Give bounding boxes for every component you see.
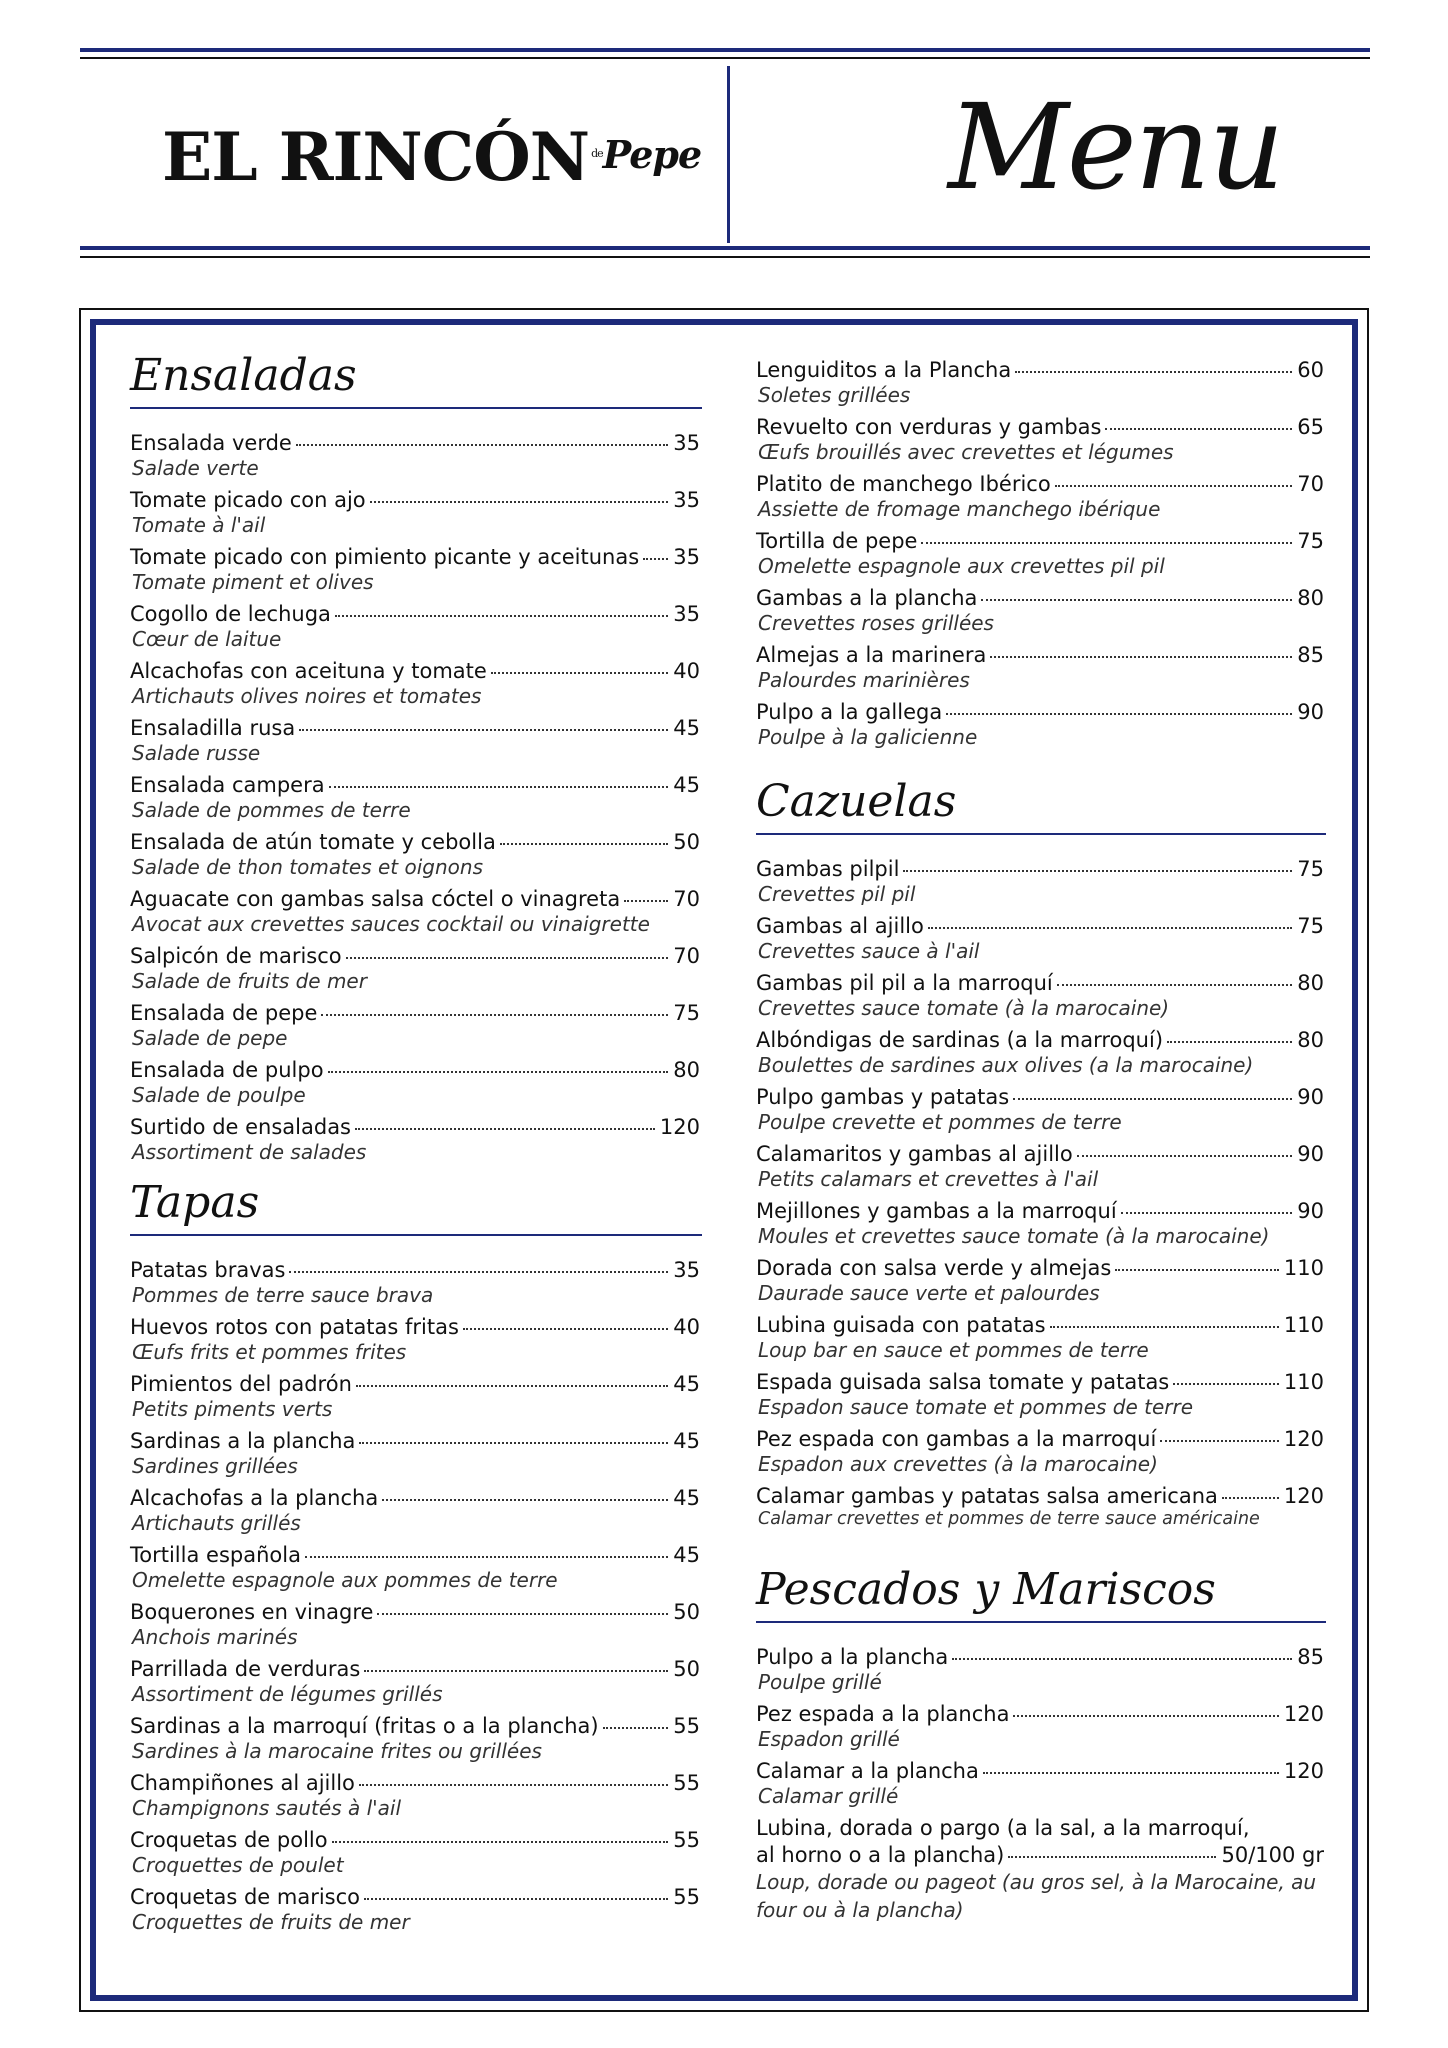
item-price: 110 <box>1283 1313 1324 1337</box>
item-translation: Poulpe grillé <box>758 1670 882 1694</box>
item-name: Pez espada con gambas a la marroquí <box>756 1427 1157 1451</box>
item-name: Calamar a la plancha <box>756 1759 979 1783</box>
dot-leader <box>364 1898 668 1900</box>
dot-leader <box>903 870 1292 872</box>
item-translation: Daurade sauce verte et palourdes <box>758 1281 1100 1305</box>
menu-item <box>130 887 702 944</box>
item-translation: Palourdes marinières <box>758 668 970 692</box>
item-translation: Soletes grillées <box>758 383 911 407</box>
item-price: 85 <box>1297 1645 1324 1669</box>
dot-leader <box>1013 1715 1278 1717</box>
item-price: 90 <box>1297 700 1324 724</box>
item-translation: Loup, dorade ou pageot (au gros sel, à la Marocaine, au four ou à la plancha) <box>756 1870 1317 1922</box>
item-name-line2: al horno o a la plancha) <box>756 1843 1005 1867</box>
item-name: Boquerones en vinagre <box>130 1600 374 1624</box>
dot-leader <box>981 599 1292 601</box>
menu-item <box>130 431 702 488</box>
menu-item <box>130 1714 702 1771</box>
item-name: Patatas bravas <box>130 1258 286 1282</box>
item-price: 120 <box>1283 1484 1324 1508</box>
section-title-ensaladas: Ensaladas <box>130 350 357 401</box>
item-price: 45 <box>673 1372 700 1396</box>
item-translation: Croquettes de fruits de mer <box>132 1910 410 1934</box>
item-price: 35 <box>673 431 700 455</box>
menu-item <box>756 586 1326 643</box>
item-price: 35 <box>673 1258 700 1282</box>
section-rule <box>756 833 1326 835</box>
dot-leader <box>1077 1155 1293 1157</box>
section-rule <box>756 1621 1326 1623</box>
brand-script: Pepe <box>602 132 702 177</box>
header-bottom-rule-thin <box>80 256 1370 258</box>
item-price: 80 <box>1297 586 1324 610</box>
left-column <box>130 350 702 1942</box>
item-price: 80 <box>1297 1028 1324 1052</box>
header-top-rule-thick <box>80 48 1370 52</box>
item-name: Lenguiditos a la Plancha <box>756 358 1012 382</box>
menu-item-long <box>756 1816 1326 1926</box>
item-translation: Salade de thon tomates et oignons <box>132 855 484 879</box>
item-price: 55 <box>673 1714 700 1738</box>
item-translation: Salade de pepe <box>132 1026 288 1050</box>
item-name: Alcachofas con aceituna y tomate <box>130 659 487 683</box>
item-price: 80 <box>673 1058 700 1082</box>
dot-leader <box>359 1442 668 1444</box>
item-translation: Assortiment de légumes grillés <box>132 1682 443 1706</box>
item-translation: Œufs brouillés avec crevettes et légumes <box>758 440 1174 464</box>
item-name: Pez espada a la plancha <box>756 1702 1010 1726</box>
menu-item <box>756 1313 1326 1370</box>
dot-leader <box>332 1841 669 1843</box>
item-translation: Poulpe à la galicienne <box>758 725 978 749</box>
section-rule <box>130 1234 702 1236</box>
item-name: Ensalada de pulpo <box>130 1058 324 1082</box>
dot-leader <box>1222 1497 1279 1499</box>
item-price: 55 <box>673 1771 700 1795</box>
item-name: Tortilla de pepe <box>756 529 918 553</box>
item-name: Revuelto con verduras y gambas <box>756 415 1102 439</box>
item-price: 70 <box>673 887 700 911</box>
item-translation: Avocat aux crevettes sauces cocktail ou vinaigrette <box>132 912 650 936</box>
item-price: 75 <box>1297 529 1324 553</box>
item-price: 110 <box>1283 1256 1324 1280</box>
menu-item <box>756 1199 1326 1256</box>
item-translation: Espadon sauce tomate et pommes de terre <box>758 1395 1194 1419</box>
item-name: Sardinas a la plancha <box>130 1429 356 1453</box>
item-price: 90 <box>1297 1142 1324 1166</box>
item-price: 35 <box>673 602 700 626</box>
item-translation: Boulettes de sardines aux olives (a la marocaine) <box>758 1053 1254 1077</box>
item-translation: Artichauts olives noires et tomates <box>132 684 482 708</box>
menu-item <box>130 1115 702 1172</box>
menu-item <box>756 1427 1326 1484</box>
dot-leader <box>359 1784 668 1786</box>
brand-de: de <box>591 147 603 160</box>
item-translation: Assiette de fromage manchego ibérique <box>758 497 1161 521</box>
item-price: 55 <box>673 1828 700 1852</box>
item-translation: Anchois marinés <box>132 1625 298 1649</box>
item-name: Pulpo gambas y patatas <box>756 1085 1010 1109</box>
item-name: Parrillada de verduras <box>130 1657 361 1681</box>
dot-leader <box>946 713 1292 715</box>
dot-leader <box>990 656 1292 658</box>
item-translation: Sardines à la marocaine frites ou grillées <box>132 1739 542 1763</box>
item-translation: Crevettes roses grillées <box>758 611 994 635</box>
item-name: Gambas pil pil a la marroquí <box>756 971 1053 995</box>
menu-item <box>130 1001 702 1058</box>
item-name: Pimientos del padrón <box>130 1372 352 1396</box>
item-name: Ensaladilla rusa <box>130 716 296 740</box>
item-translation: Salade russe <box>132 741 261 765</box>
item-translation: Moules et crevettes sauce tomate (à la marocaine) <box>758 1224 1270 1248</box>
right-column <box>756 358 1326 1926</box>
menu-item <box>130 830 702 887</box>
brand-main: EL RINCÓN <box>162 118 590 196</box>
item-name: Ensalada de pepe <box>130 1001 318 1025</box>
item-price: 90 <box>1297 1199 1324 1223</box>
item-price: 65 <box>1297 415 1324 439</box>
menu-item <box>130 716 702 773</box>
ensaladas-list <box>130 431 702 1172</box>
item-name: Champiñones al ajillo <box>130 1771 355 1795</box>
dot-leader <box>364 1670 668 1672</box>
menu-item <box>756 1142 1326 1199</box>
menu-item <box>756 914 1326 971</box>
item-price: 120 <box>1283 1759 1324 1783</box>
dot-leader <box>1115 1269 1279 1271</box>
section-ensaladas <box>130 350 702 1172</box>
menu-item <box>130 545 702 602</box>
item-translation: Sardines grillées <box>132 1454 298 1478</box>
menu-item <box>756 857 1326 914</box>
menu-item <box>130 488 702 545</box>
section-title-cazuelas: Cazuelas <box>756 776 957 827</box>
item-name: Tortilla española <box>130 1543 301 1567</box>
dot-leader <box>1173 1383 1279 1385</box>
item-price: 40 <box>673 1315 700 1339</box>
header-divider <box>727 66 730 243</box>
item-name-line1: Lubina, dorada o pargo (a la sal, a la marroquí, <box>756 1816 1250 1840</box>
dot-leader <box>983 1772 1279 1774</box>
item-price: 75 <box>1297 914 1324 938</box>
dot-leader <box>299 729 668 731</box>
item-translation: Crevettes pil pil <box>758 882 916 906</box>
dot-leader <box>603 1727 669 1729</box>
section-title-pescados: Pescados y Mariscos <box>756 1564 1216 1615</box>
dot-leader <box>1008 1856 1216 1858</box>
menu-item <box>756 700 1326 757</box>
item-price: 50 <box>673 1657 700 1681</box>
menu-item <box>756 1702 1326 1759</box>
menu-item <box>756 971 1326 1028</box>
tapas-list <box>130 1258 702 1942</box>
item-name: Croquetas de pollo <box>130 1828 328 1852</box>
cazuelas-list <box>756 857 1326 1541</box>
item-price: 70 <box>1297 472 1324 496</box>
menu-item <box>756 472 1326 529</box>
menu-item <box>756 1085 1326 1142</box>
item-name: Cogollo de lechuga <box>130 602 331 626</box>
item-translation: Artichauts grillés <box>132 1511 301 1535</box>
dot-leader <box>1050 1326 1279 1328</box>
item-price: 45 <box>673 1429 700 1453</box>
menu-item <box>130 602 702 659</box>
menu-item <box>130 1372 702 1429</box>
item-name: Ensalada verde <box>130 431 292 455</box>
menu-item <box>756 1645 1326 1702</box>
item-translation: Espadon grillé <box>758 1727 900 1751</box>
menu-item <box>130 1771 702 1828</box>
item-name: Ensalada campera <box>130 773 325 797</box>
menu-item <box>756 1028 1326 1085</box>
item-translation: Cœur de laitue <box>132 627 282 651</box>
item-name: Aguacate con gambas salsa cóctel o vinagreta <box>130 887 621 911</box>
item-translation: Calamar crevettes et pommes de terre sauce américaine <box>758 1509 1260 1529</box>
item-translation: Champignons sautés à l'ail <box>132 1796 402 1820</box>
dot-leader <box>491 672 668 674</box>
item-translation: Salade verte <box>132 456 259 480</box>
item-name: Dorada con salsa verde y almejas <box>756 1256 1112 1280</box>
item-price: 60 <box>1297 358 1324 382</box>
menu-item <box>756 1484 1326 1541</box>
item-translation: Croquettes de poulet <box>132 1853 344 1877</box>
item-name: Croquetas de marisco <box>130 1885 361 1909</box>
section-tapas <box>130 1177 702 1942</box>
menu-item <box>130 1828 702 1885</box>
brand-logo <box>162 118 702 196</box>
item-price: 75 <box>1297 857 1324 881</box>
section-rule <box>130 407 702 409</box>
section-pescados <box>756 1564 1326 1926</box>
dot-leader <box>305 1556 668 1558</box>
dot-leader <box>1057 984 1292 986</box>
item-price: 120 <box>659 1115 700 1139</box>
item-name: Pulpo a la plancha <box>756 1645 949 1669</box>
dot-leader <box>370 501 669 503</box>
item-translation: Salade de poulpe <box>132 1083 306 1107</box>
menu-item <box>756 415 1326 472</box>
item-price: 90 <box>1297 1085 1324 1109</box>
dot-leader <box>643 558 668 560</box>
item-name: Calamar gambas y patatas salsa americana <box>756 1484 1218 1508</box>
dot-leader <box>1105 428 1292 430</box>
dot-leader <box>1055 485 1293 487</box>
item-name: Lubina guisada con patatas <box>756 1313 1046 1337</box>
tapas-continued-list <box>756 358 1326 757</box>
item-translation: Assortiment de salades <box>132 1140 367 1164</box>
dot-leader <box>329 786 669 788</box>
item-translation: Pommes de terre sauce brava <box>132 1283 434 1307</box>
item-name: Calamaritos y gambas al ajillo <box>756 1142 1073 1166</box>
dot-leader <box>328 1071 669 1073</box>
page-title: Menu <box>948 78 1283 216</box>
menu-item <box>130 1429 702 1486</box>
item-translation: Salade de fruits de mer <box>132 969 367 993</box>
menu-item <box>756 529 1326 586</box>
item-price: 55 <box>673 1885 700 1909</box>
dot-leader <box>1121 1212 1293 1214</box>
item-translation: Œufs frits et pommes frites <box>132 1340 407 1364</box>
item-price: 45 <box>673 773 700 797</box>
menu-item <box>130 659 702 716</box>
item-name: Pulpo a la gallega <box>756 700 943 724</box>
dot-leader <box>1015 371 1292 373</box>
item-price: 50/100 gr <box>1221 1843 1324 1867</box>
dot-leader <box>296 444 668 446</box>
item-name: Surtido de ensaladas <box>130 1115 352 1139</box>
dot-leader <box>321 1014 668 1016</box>
menu-item <box>130 1258 702 1315</box>
item-translation: Salade de pommes de terre <box>132 798 411 822</box>
item-name: Gambas a la plancha <box>756 586 978 610</box>
dot-leader <box>1013 1098 1292 1100</box>
item-price: 85 <box>1297 643 1324 667</box>
dot-leader <box>356 1385 668 1387</box>
header-bottom-rule-thick <box>80 246 1370 250</box>
item-name: Platito de manchego Ibérico <box>756 472 1051 496</box>
dot-leader <box>355 1128 655 1130</box>
item-translation: Crevettes sauce tomate (à la marocaine) <box>758 996 1170 1020</box>
dot-leader <box>921 542 1292 544</box>
dot-leader <box>346 957 669 959</box>
item-translation: Espadon aux crevettes (à la marocaine) <box>758 1452 1158 1476</box>
item-price: 70 <box>673 944 700 968</box>
menu-item <box>130 1885 702 1942</box>
item-name: Tomate picado con pimiento picante y aceitunas <box>130 545 640 569</box>
item-translation: Petits calamars et crevettes à l'ail <box>758 1167 1099 1191</box>
section-cazuelas <box>756 776 1326 1541</box>
item-price: 110 <box>1283 1370 1324 1394</box>
item-name: Albóndigas de sardinas (a la marroquí) <box>756 1028 1164 1052</box>
item-name: Espada guisada salsa tomate y patatas <box>756 1370 1170 1394</box>
dot-leader <box>382 1499 668 1501</box>
menu-item <box>756 358 1326 415</box>
item-name: Salpicón de marisco <box>130 944 342 968</box>
item-price: 45 <box>673 1543 700 1567</box>
menu-item <box>130 1543 702 1600</box>
dot-leader <box>952 1658 1292 1660</box>
menu-item <box>130 1486 702 1543</box>
item-translation: Petits piments verts <box>132 1397 333 1421</box>
item-translation: Poulpe crevette et pommes de terre <box>758 1110 1122 1134</box>
menu-item <box>130 1657 702 1714</box>
item-translation: Crevettes sauce à l'ail <box>758 939 980 963</box>
item-translation: Tomate à l'ail <box>132 513 266 537</box>
dot-leader <box>289 1271 668 1273</box>
menu-item <box>756 1256 1326 1313</box>
item-price: 35 <box>673 488 700 512</box>
menu-item <box>130 1058 702 1115</box>
dot-leader <box>1167 1041 1292 1043</box>
item-price: 80 <box>1297 971 1324 995</box>
item-price: 120 <box>1283 1702 1324 1726</box>
item-translation: Calamar grillé <box>758 1784 899 1808</box>
item-price: 40 <box>673 659 700 683</box>
item-name: Gambas pilpil <box>756 857 900 881</box>
menu-item <box>130 1315 702 1372</box>
menu-item <box>756 643 1326 700</box>
header-top-rule-thin <box>80 57 1370 59</box>
item-translation: Omelette espagnole aux pommes de terre <box>132 1568 558 1592</box>
menu-item <box>756 1370 1326 1427</box>
menu-item <box>130 1600 702 1657</box>
menu-item <box>130 944 702 1001</box>
dot-leader <box>1160 1440 1279 1442</box>
dot-leader <box>463 1328 668 1330</box>
dot-leader <box>335 615 668 617</box>
item-name: Sardinas a la marroquí (fritas o a la plancha) <box>130 1714 599 1738</box>
item-name: Alcachofas a la plancha <box>130 1486 379 1510</box>
item-translation: Tomate piment et olives <box>132 570 374 594</box>
item-name: Gambas al ajillo <box>756 914 924 938</box>
item-price: 120 <box>1283 1427 1324 1451</box>
menu-item <box>130 773 702 830</box>
dot-leader <box>500 843 668 845</box>
item-price: 35 <box>673 545 700 569</box>
item-name: Tomate picado con ajo <box>130 488 366 512</box>
item-translation: Omelette espagnole aux crevettes pil pil <box>758 554 1165 578</box>
item-price: 45 <box>673 1486 700 1510</box>
item-price: 75 <box>673 1001 700 1025</box>
item-price: 45 <box>673 716 700 740</box>
dot-leader <box>377 1613 668 1615</box>
section-title-tapas: Tapas <box>130 1177 260 1228</box>
pescados-list <box>756 1645 1326 1816</box>
item-name: Almejas a la marinera <box>756 643 987 667</box>
menu-item <box>756 1759 1326 1816</box>
item-name: Ensalada de atún tomate y cebolla <box>130 830 496 854</box>
item-name: Huevos rotos con patatas fritas <box>130 1315 459 1339</box>
item-price: 50 <box>673 1600 700 1624</box>
item-price: 50 <box>673 830 700 854</box>
dot-leader <box>624 900 668 902</box>
item-translation: Loup bar en sauce et pommes de terre <box>758 1338 1149 1362</box>
item-name: Mejillones y gambas a la marroquí <box>756 1199 1117 1223</box>
dot-leader <box>928 927 1292 929</box>
